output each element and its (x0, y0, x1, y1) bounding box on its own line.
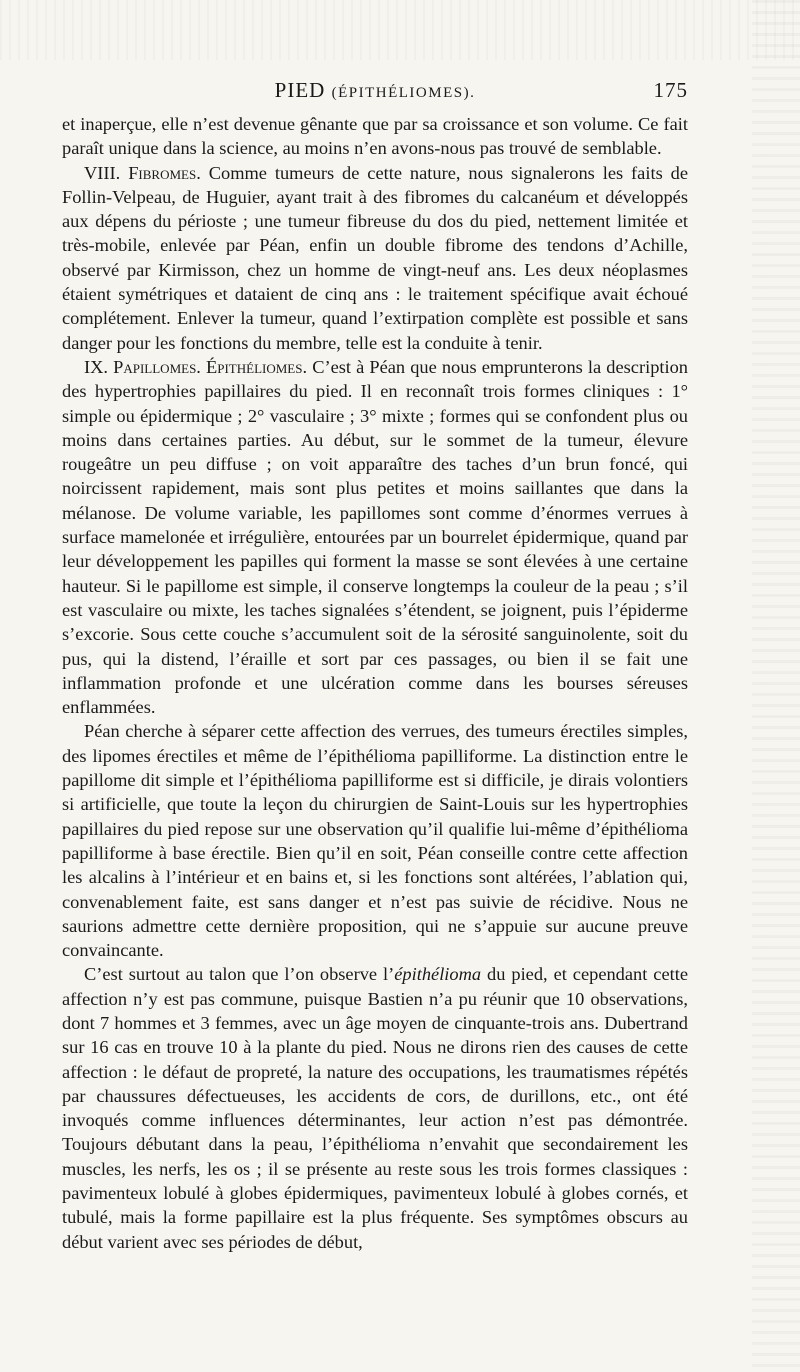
section-heading-papillomes: Papillomes. (113, 356, 201, 377)
section-number-9: IX. (84, 356, 109, 377)
section-number-8: VIII. (84, 162, 121, 183)
paragraph-1: et inaperçue, elle n’est devenue gênante que par sa croissance et son volume. Ce fait paraît unique dans la science, au moins n’en avons-nous pas trouvé de semblable. (62, 114, 688, 159)
paragraph-epithelioma-a: C’est surtout au talon que l’on observe l’ (84, 964, 395, 985)
scan-noise-top (0, 0, 800, 60)
paragraph-epithelioma-italic: épithélioma (394, 964, 482, 985)
running-head-sub: (ÉPITHÉLIOMES). (331, 85, 476, 101)
running-head-main: PIED (274, 78, 326, 102)
page-number: 175 (653, 78, 688, 102)
paragraph-epithelioma-b: du pied, et cependant cette affection n’y est pas commune, puisque Bastien n’a pu réunir que 10 observations, dont 7 hommes et 3 femmes, avec un âge moyen de cinquante-trois ans. Dubertrand sur 16 cas en trouve 10 à la plante du pied. Nous ne dirons rien des causes de cette affection : le défaut de propreté, la nature des occupations, les traumatismes répétés par chaussures défectueuses, les accidents de cors, de durillons, etc., ont été invoqués comme influences déterminantes, leur action n’est pas démontrée. Toujours débutant dans la peau, l’épithélioma n’envahit que secondairement les muscles, les nerfs, les os ; il se présente au reste sous les trois formes classiques : pavimenteux lobulé à globes épidermiques, pavimenteux lobulé à globes cornés, et tubulé, mais la forme papillaire est la plus fréquente. Ses symptômes obscurs au début varient avec ses périodes de début, (62, 964, 688, 1252)
paragraph-epithelioma (62, 962, 688, 1254)
paragraph-fibromes-text: Comme tumeurs de cette nature, nous signalerons les faits de Follin-Velpeau, de Huguier, ayant trait à des fibromes du calcanéum et développés aux dépens du périoste ; une tumeur fibreuse du dos du pied, nettement limitée et très-mobile, enlevée par Péan, enfin un double fibrome des tendons d’Achille, observé par Kirmisson, chez un homme de vingt-neuf ans. Les deux néoplasmes étaient symétriques et dataient de cinq ans : le traitement spécifique avait échoué complétement. Enlever la tumeur, quand l’extirpation complète est possible et sans danger pour les fonctions du membre, telle est la conduite à tenir. (62, 162, 688, 353)
paragraph-papillomes (62, 355, 688, 719)
page-header (62, 78, 688, 112)
section-heading-epitheliomes: Épithéliomes. (206, 356, 308, 377)
paragraph-fibromes (62, 161, 688, 355)
paragraph-papillomes-text: C’est à Péan que nous emprunterons la description des hypertrophies papillaires du pied. Il en reconnaît trois formes cliniques : 1° simple ou épidermique ; 2° vasculaire ; 3° mixte ; formes qui se confondent plus ou moins dans certaines parties. Au début, sur le sommet de la tumeur, élevure rougeâtre un peu diffuse ; on voit apparaître des taches d’un brun foncé, qui noircissent rapidement, mais sont plus petites et moins saillantes que dans la mélanose. De volume variable, les papillomes sont comme d’énormes verrues à surface mamelonée et irrégulière, entourées par un bourrelet épidermique, quand par leur développement les papilles qui forment la masse se sont élevées à une certaine hauteur. Si le papillome est simple, il conserve longtemps la couleur de la peau ; s’il est vasculaire ou mixte, les taches signalées s’étendent, se joignent, puis l’épiderme s’excorie. Sous cette couche s’accumulent soit de la sérosité sanguinolente, soit du pus, qui la distend, l’éraille et sort par ces passages, ou bien il se fait une inflammation profonde et une ulcération comme dans les bourses séreuses enflammées. (62, 356, 688, 718)
section-heading-fibromes: Fibromes. (128, 162, 201, 183)
paragraph-pean: Péan cherche à séparer cette affection des verrues, des tumeurs érectiles simples, des lipomes érectiles et même de l’épithélioma papilliforme. La distinction entre le papillome dit simple et l’épithélioma papilliforme est si difficile, je dirais volontiers si artificielle, que toute la leçon du chirurgien de Saint-Louis sur les hypertrophies papillaires du pied repose sur une observation qu’il qualifie lui-même d’épithélioma papilliforme à base érectile. Bien qu’il en soit, Péan conseille contre cette affection les alcalins à l’intérieur et en bains et, si les fonctions sont altérées, l’ablation qui, convenablement faite, est sans danger et n’est pas suivie de récidive. Nous ne saurions admettre cette dernière proposition, qui ne s’appuie sur aucune preuve convaincante. (62, 721, 688, 961)
running-head (62, 78, 688, 103)
scan-noise-edge (752, 0, 800, 1372)
body-text (62, 112, 688, 1254)
